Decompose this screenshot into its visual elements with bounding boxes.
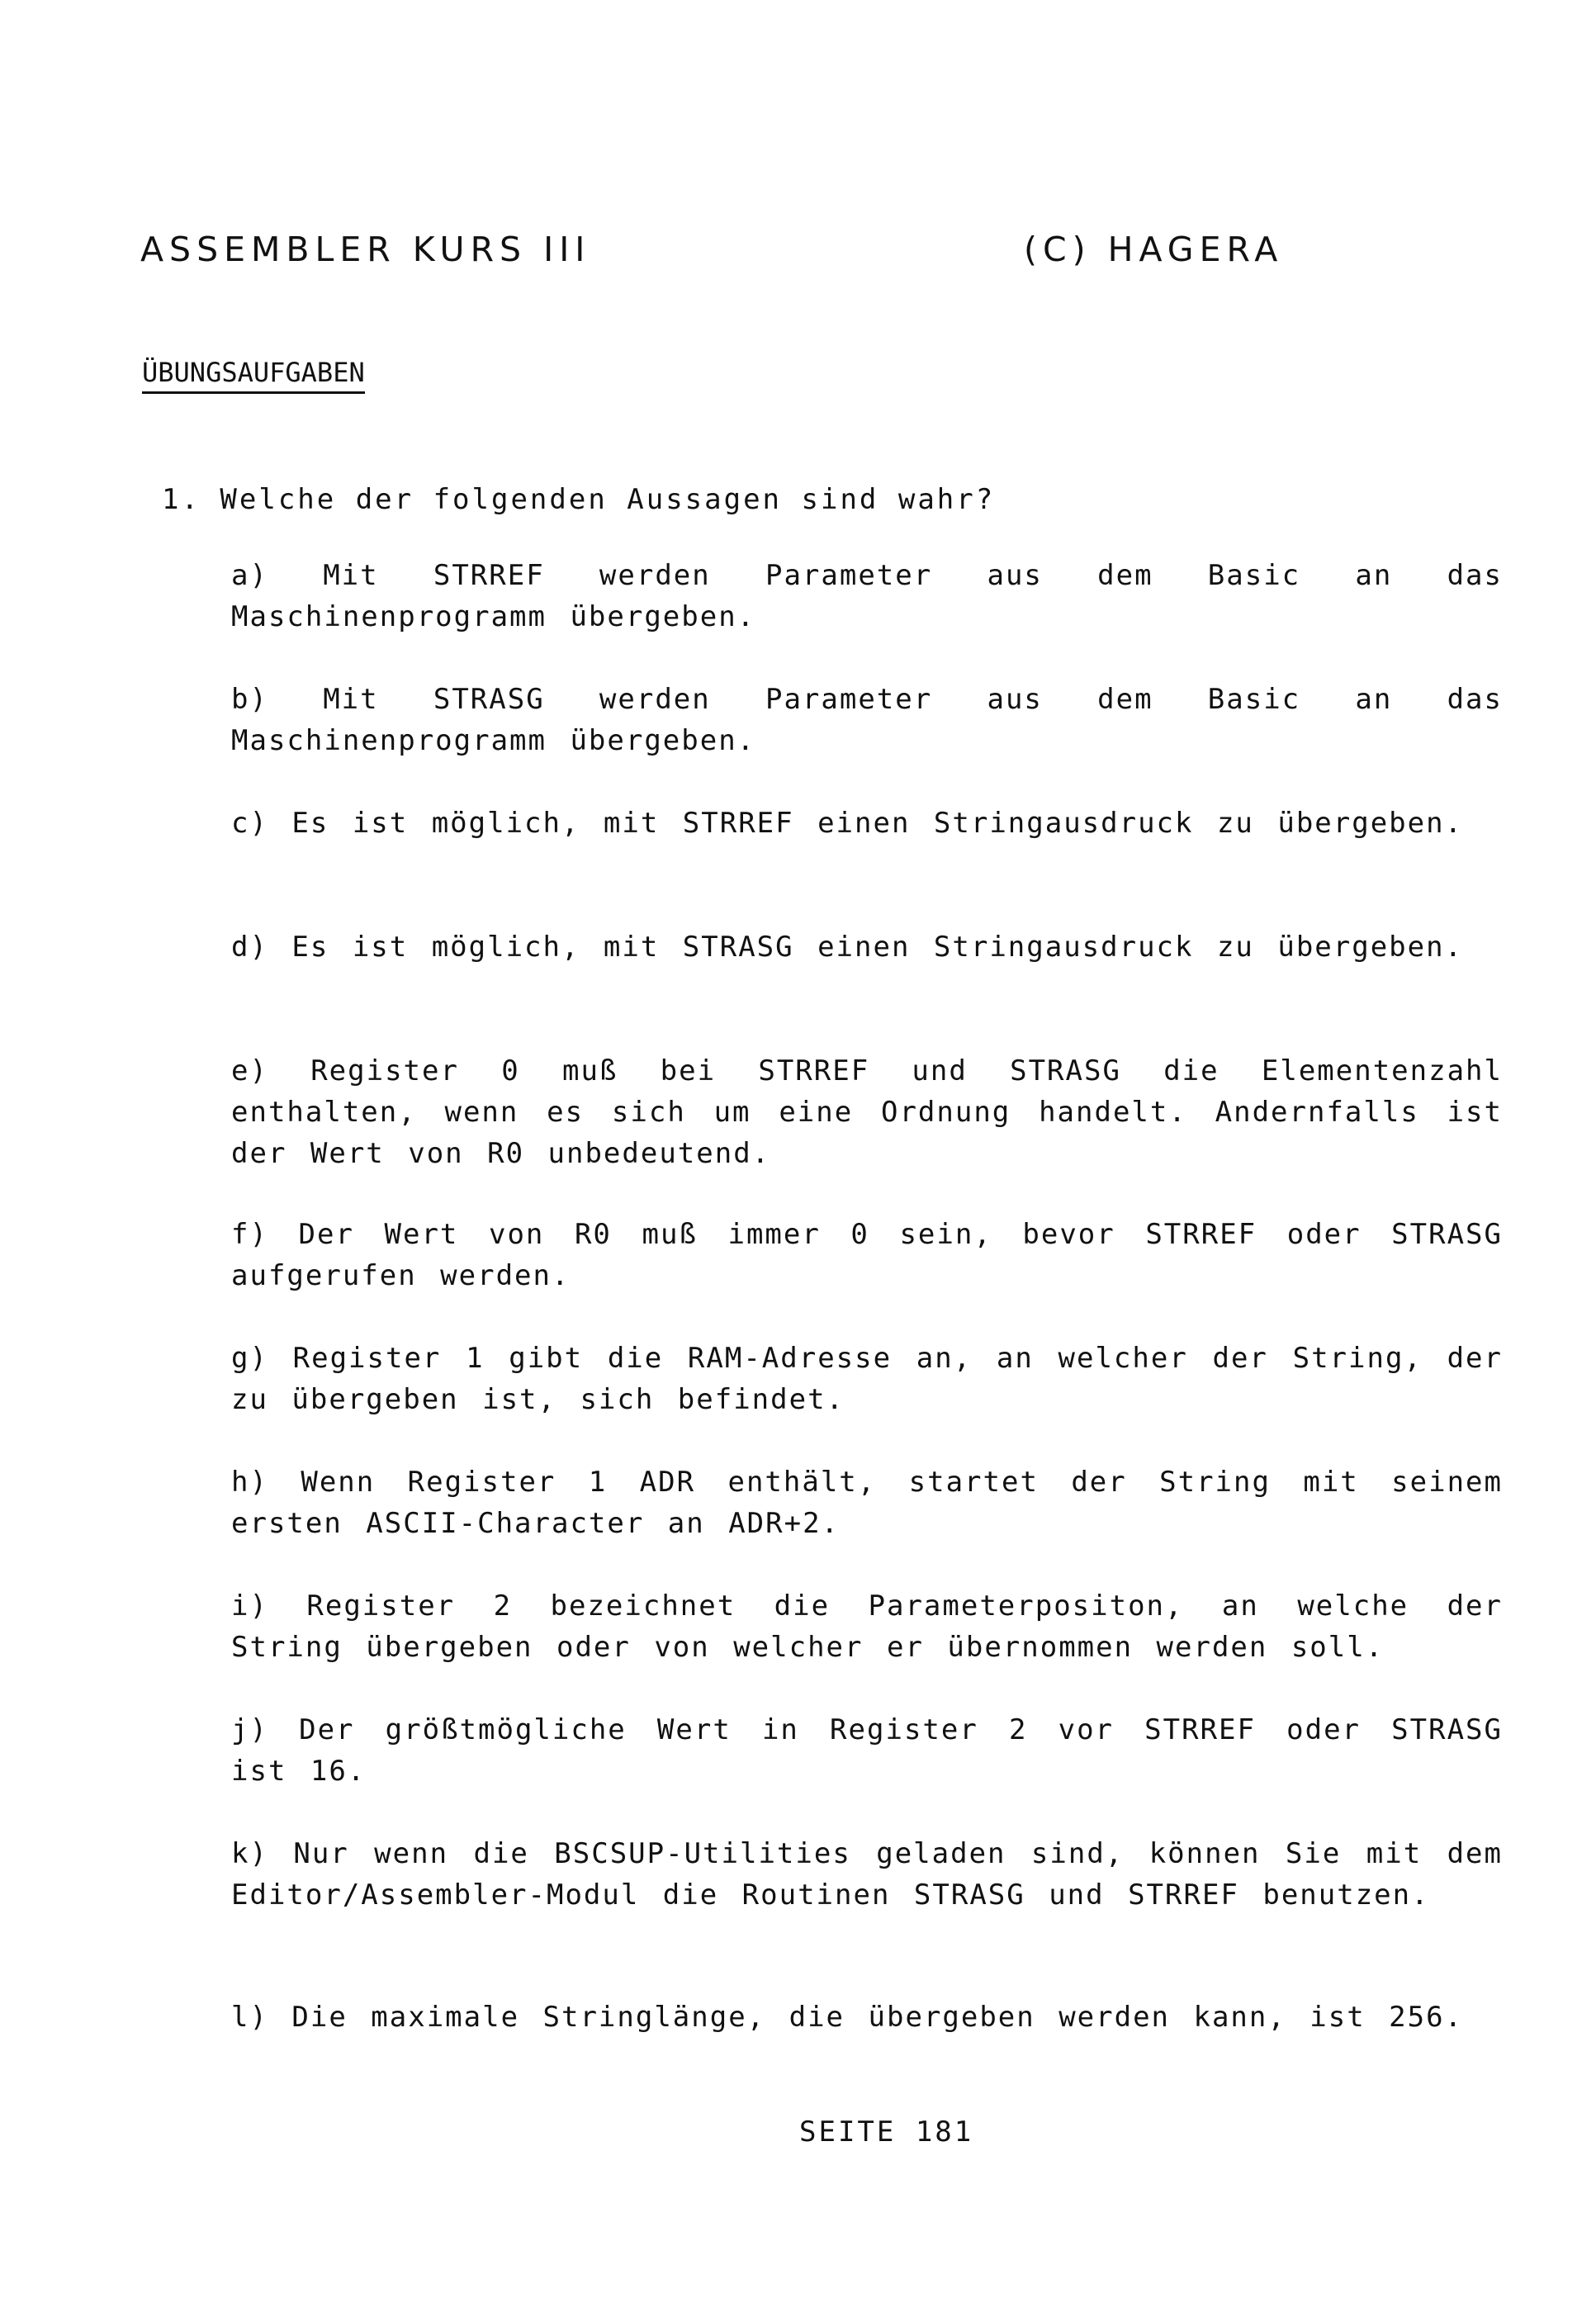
answer-item-h: h) Wenn Register 1 ADR enthält, startet der String mit seinem ersten ASCII-Character an ADR+2. [231, 1466, 1503, 1540]
page-header [140, 230, 1428, 279]
answer-item-c: c) Es ist möglich, mit STRREF einen Stringausdruck zu übergeben. [231, 807, 1464, 840]
answer-item-e: e) Register 0 muß bei STRREF und STRASG die Elementenzahl enthalten, wenn es sich um eine Ordnung handelt. Andernfalls ist der Wert von R0 unbedeutend. [231, 1054, 1503, 1170]
copyright-notice: (C) HAGERA [1024, 230, 1284, 269]
answer-item-f: f) Der Wert von R0 muß immer 0 sein, bevor STRREF oder STRASG aufgerufen werden. [231, 1218, 1503, 1292]
answer-item-d: d) Es ist möglich, mit STRASG einen Stringausdruck zu übergeben. [231, 931, 1464, 964]
course-title: ASSEMBLER KURS III [140, 230, 591, 269]
answer-item-j: j) Der größtmögliche Wert in Register 2 vor STRREF oder STRASG ist 16. [231, 1713, 1503, 1788]
answer-item-l: l) Die maximale Stringlänge, die übergeben werden kann, ist 256. [231, 2001, 1464, 2034]
question-text: 1. Welche der folgenden Aussagen sind wahr? [162, 483, 996, 516]
answer-item-k: k) Nur wenn die BSCSUP-Utilities geladen sind, können Sie mit dem Editor/Assembler-Modul die Routinen STRASG und STRREF benutzen. [231, 1837, 1503, 1912]
answer-item-b: b) Mit STRASG werden Parameter aus dem Basic an das Maschinenprogramm übergeben. [231, 683, 1503, 757]
answer-item-a: a) Mit STRREF werden Parameter aus dem Basic an das Maschinenprogramm übergeben. [231, 559, 1503, 633]
answer-item-g: g) Register 1 gibt die RAM-Adresse an, an welcher der String, der zu übergeben ist, sich befindet. [231, 1342, 1503, 1416]
answer-item-i: i) Register 2 bezeichnet die Parameterpositon, an welche der String übergeben oder von welcher er übernommen werden soll. [231, 1590, 1503, 1664]
section-title: ÜBUNGSAUFGABEN [142, 357, 365, 394]
page-number: SEITE 181 [799, 2115, 974, 2149]
